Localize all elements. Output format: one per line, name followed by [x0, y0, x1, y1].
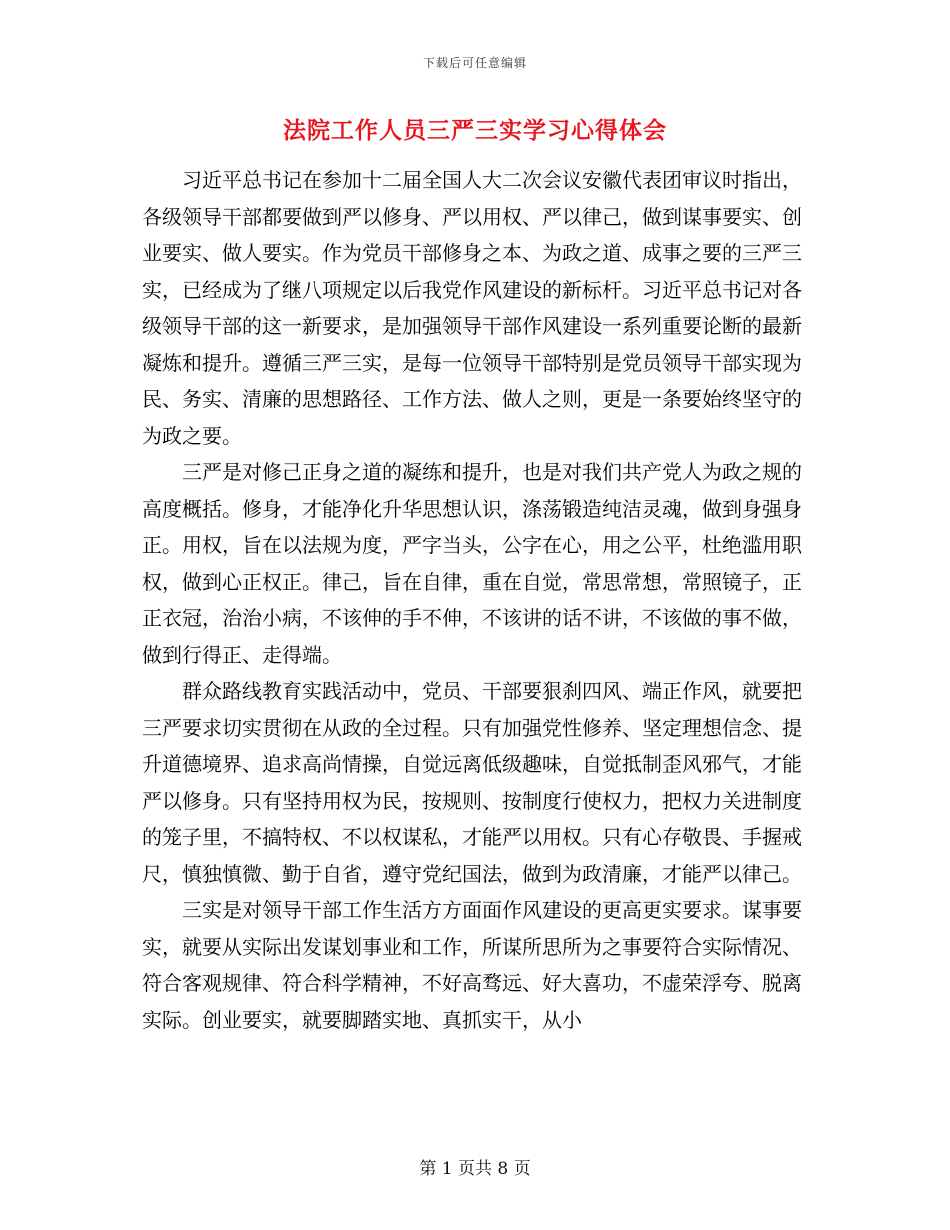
header-note: 下载后可任意编辑	[422, 56, 527, 70]
paragraph: 三实是对领导干部工作生活方方面面作风建设的更高更实要求。谋事要实，就要从实际出发谋划事业和工作，所谋所思所为之事要符合实际情况、符合客观规律、符合科学精神，不好高骛远、好大喜功，不虚荣浮夸、脱离实际。创业要实，就要脚踏实地、真抓实干，从小	[142, 898, 802, 1032]
paragraph: 群众路线教育实践活动中，党员、干部要狠刹四风、端正作风，就要把三严要求切实贯彻在从政的全过程。只有加强党性修养、坚定理想信念、提升道德境界、追求高尚情操，自觉远离低级趣味，自觉抵制歪风邪气，才能严以修身。只有坚持用权为民，按规则、按制度行使权力，把权力关进制度的笼子里，不搞特权、不以权谋私，才能严以用权。只有心存敬畏、手握戒尺，慎独慎微、勤于自省，遵守党纪国法，做到为政清廉，才能严以律己。	[142, 679, 802, 886]
document-body	[142, 162, 802, 1038]
paragraph: 三严是对修己正身之道的凝练和提升，也是对我们共产党人为政之规的高度概括。修身，才能净化升华思想认识，涤荡锻造纯洁灵魂，做到身强身正。用权，旨在以法规为度，严字当头，公字在心，用之公平，杜绝滥用职权，做到心正权正。律己，旨在自律，重在自觉，常思常想，常照镜子，正正衣冠，治治小病，不该伸的手不伸，不该讲的话不讲，不该做的事不做，做到行得正、走得端。	[142, 460, 802, 667]
paragraph: 习近平总书记在参加十二届全国人大二次会议安徽代表团审议时指出，各级领导干部都要做到严以修身、严以用权、严以律己，做到谋事要实、创业要实、做人要实。作为党员干部修身之本、为政之道、成事之要的三严三实，已经成为了继八项规定以后我党作风建设的新标杆。习近平总书记对各级领导干部的这一新要求，是加强领导干部作风建设一系列重要论断的最新凝炼和提升。遵循三严三实，是每一位领导干部特别是党员领导干部实现为民、务实、清廉的思想路径、工作方法、做人之则，更是一条要始终坚守的为政之要。	[142, 168, 802, 448]
document-title: 法院工作人员三严三实学习心得体会	[283, 117, 667, 144]
page-number-footer: 第 1 页共 8 页	[419, 1159, 531, 1179]
